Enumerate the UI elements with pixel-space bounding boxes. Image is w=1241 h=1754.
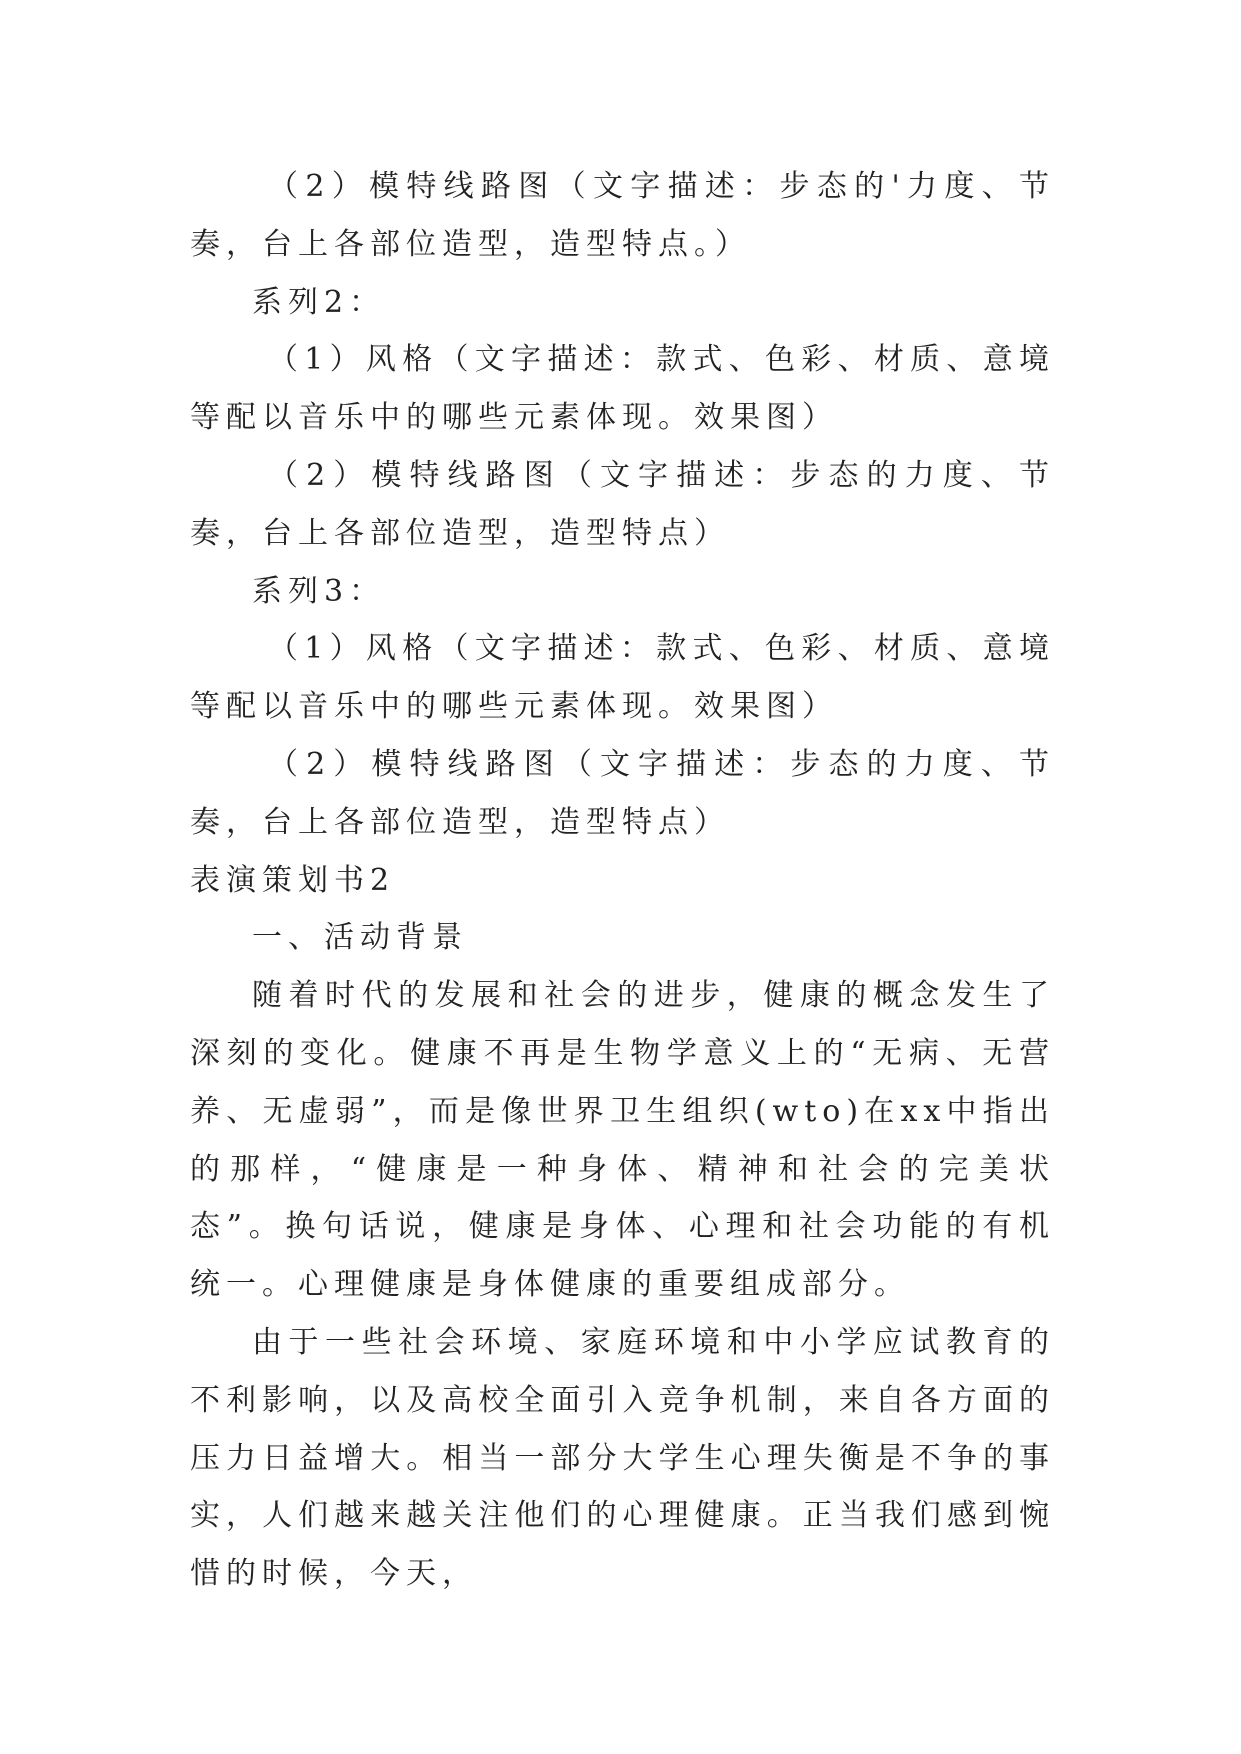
subsection-title: 一、活动背景 [252, 920, 468, 956]
paragraph-series1-route: （2）模特线路图（文字描述：步态的'力度、节奏，台上各部位造型，造型特点。） [190, 169, 1055, 262]
document-body [190, 158, 1055, 1603]
paragraph-series3-title: 系列3： [252, 573, 386, 609]
paragraph-series2-title: 系列2： [252, 284, 386, 320]
section-title: 表演策划书2 [190, 862, 396, 898]
paragraph-series2-route: （2）模特线路图（文字描述：步态的力度、节奏，台上各部位造型，造型特点） [190, 457, 1055, 551]
paragraph-series3-route: （2）模特线路图（文字描述：步态的力度、节奏，台上各部位造型，造型特点） [190, 746, 1055, 840]
paragraph-background-2: 由于一些社会环境、家庭环境和中小学应试教育的不利影响，以及高校全面引入竞争机制，来自各方面的压力日益增大。相当一部分大学生心理失衡是不争的事实，人们越来越关注他们的心理健康。正当我们感到惋惜的时候，今天， [190, 1324, 1055, 1592]
paragraph-series2-style: （1）风格（文字描述：款式、色彩、材质、意境等配以音乐中的哪些元素体现。效果图） [190, 342, 1055, 436]
paragraph-background-1: 随着时代的发展和社会的进步，健康的概念发生了深刻的变化。健康不再是生物学意义上的“无病、无营养、无虚弱”，而是像世界卫生组织(wto)在xx中指出的那样，“健康是一种身体、精神和社会的完美状态”。换句话说，健康是身体、心理和社会功能的有机统一。心理健康是身体健康的重要组成部分。 [190, 978, 1055, 1303]
paragraph-series3-style: （1）风格（文字描述：款式、色彩、材质、意境等配以音乐中的哪些元素体现。效果图） [190, 631, 1055, 725]
